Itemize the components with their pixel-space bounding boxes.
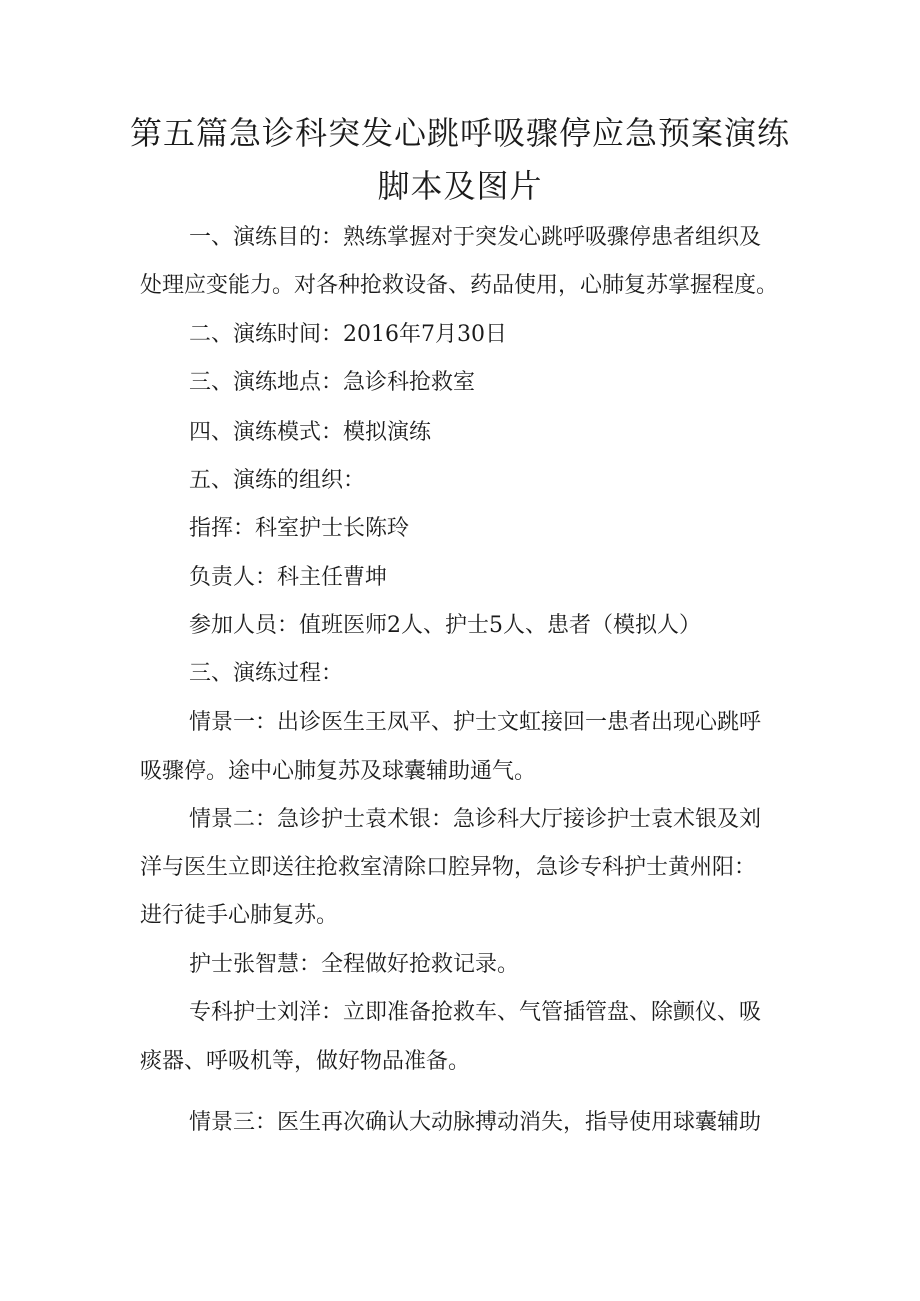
paragraph-line: 专科护士刘洋：立即准备抢救车、气管插管盘、除颤仪、吸 xyxy=(189,1000,762,1025)
paragraph-line: 情景二：急诊护士袁术银：急诊科大厅接诊护士袁术银及刘 xyxy=(189,807,762,832)
paragraph-line: 五、演练的组织： xyxy=(189,468,366,493)
document-title-line-1: 第五篇急诊科突发心跳呼吸骤停应急预案演练 xyxy=(129,114,790,152)
paragraph-line: 进行徒手心肺复苏。 xyxy=(140,903,339,928)
paragraph-line: 洋与医生立即送往抢救室清除口腔异物，急诊专科护士黄州阳： xyxy=(140,855,757,880)
paragraph-line: 痰器、呼吸机等，做好物品准备。 xyxy=(140,1049,471,1074)
paragraph-line: 四、演练模式：模拟演练 xyxy=(189,420,432,445)
paragraph-line: 吸骤停。途中心肺复苏及球囊辅助通气。 xyxy=(140,759,537,784)
paragraph-line: 一、演练目的：熟练掌握对于突发心跳呼吸骤停患者组织及 xyxy=(189,225,762,250)
paragraph-line: 情景三：医生再次确认大动脉搏动消失，指导使用球囊辅助 xyxy=(189,1110,762,1135)
paragraph-line: 指挥：科室护士长陈玲 xyxy=(189,516,410,541)
paragraph-line: 三、演练地点：急诊科抢救室 xyxy=(189,370,476,395)
paragraph-line: 参加人员：值班医师2人、护士5人、患者（模拟人） xyxy=(189,613,701,638)
paragraph-line: 护士张智慧：全程做好抢救记录。 xyxy=(189,952,520,977)
paragraph-line: 三、演练过程： xyxy=(189,661,344,686)
paragraph-line: 二、演练时间：2016年7月30日 xyxy=(189,322,507,347)
document-title-line-2: 脚本及图片 xyxy=(377,167,543,205)
paragraph-line: 情景一：出诊医生王凤平、护士文虹接回一患者出现心跳呼 xyxy=(189,710,762,735)
paragraph-line: 处理应变能力。对各种抢救设备、药品使用，心肺复苏掌握程度。 xyxy=(140,273,779,298)
paragraph-line: 负责人：科主任曹坤 xyxy=(189,565,388,590)
